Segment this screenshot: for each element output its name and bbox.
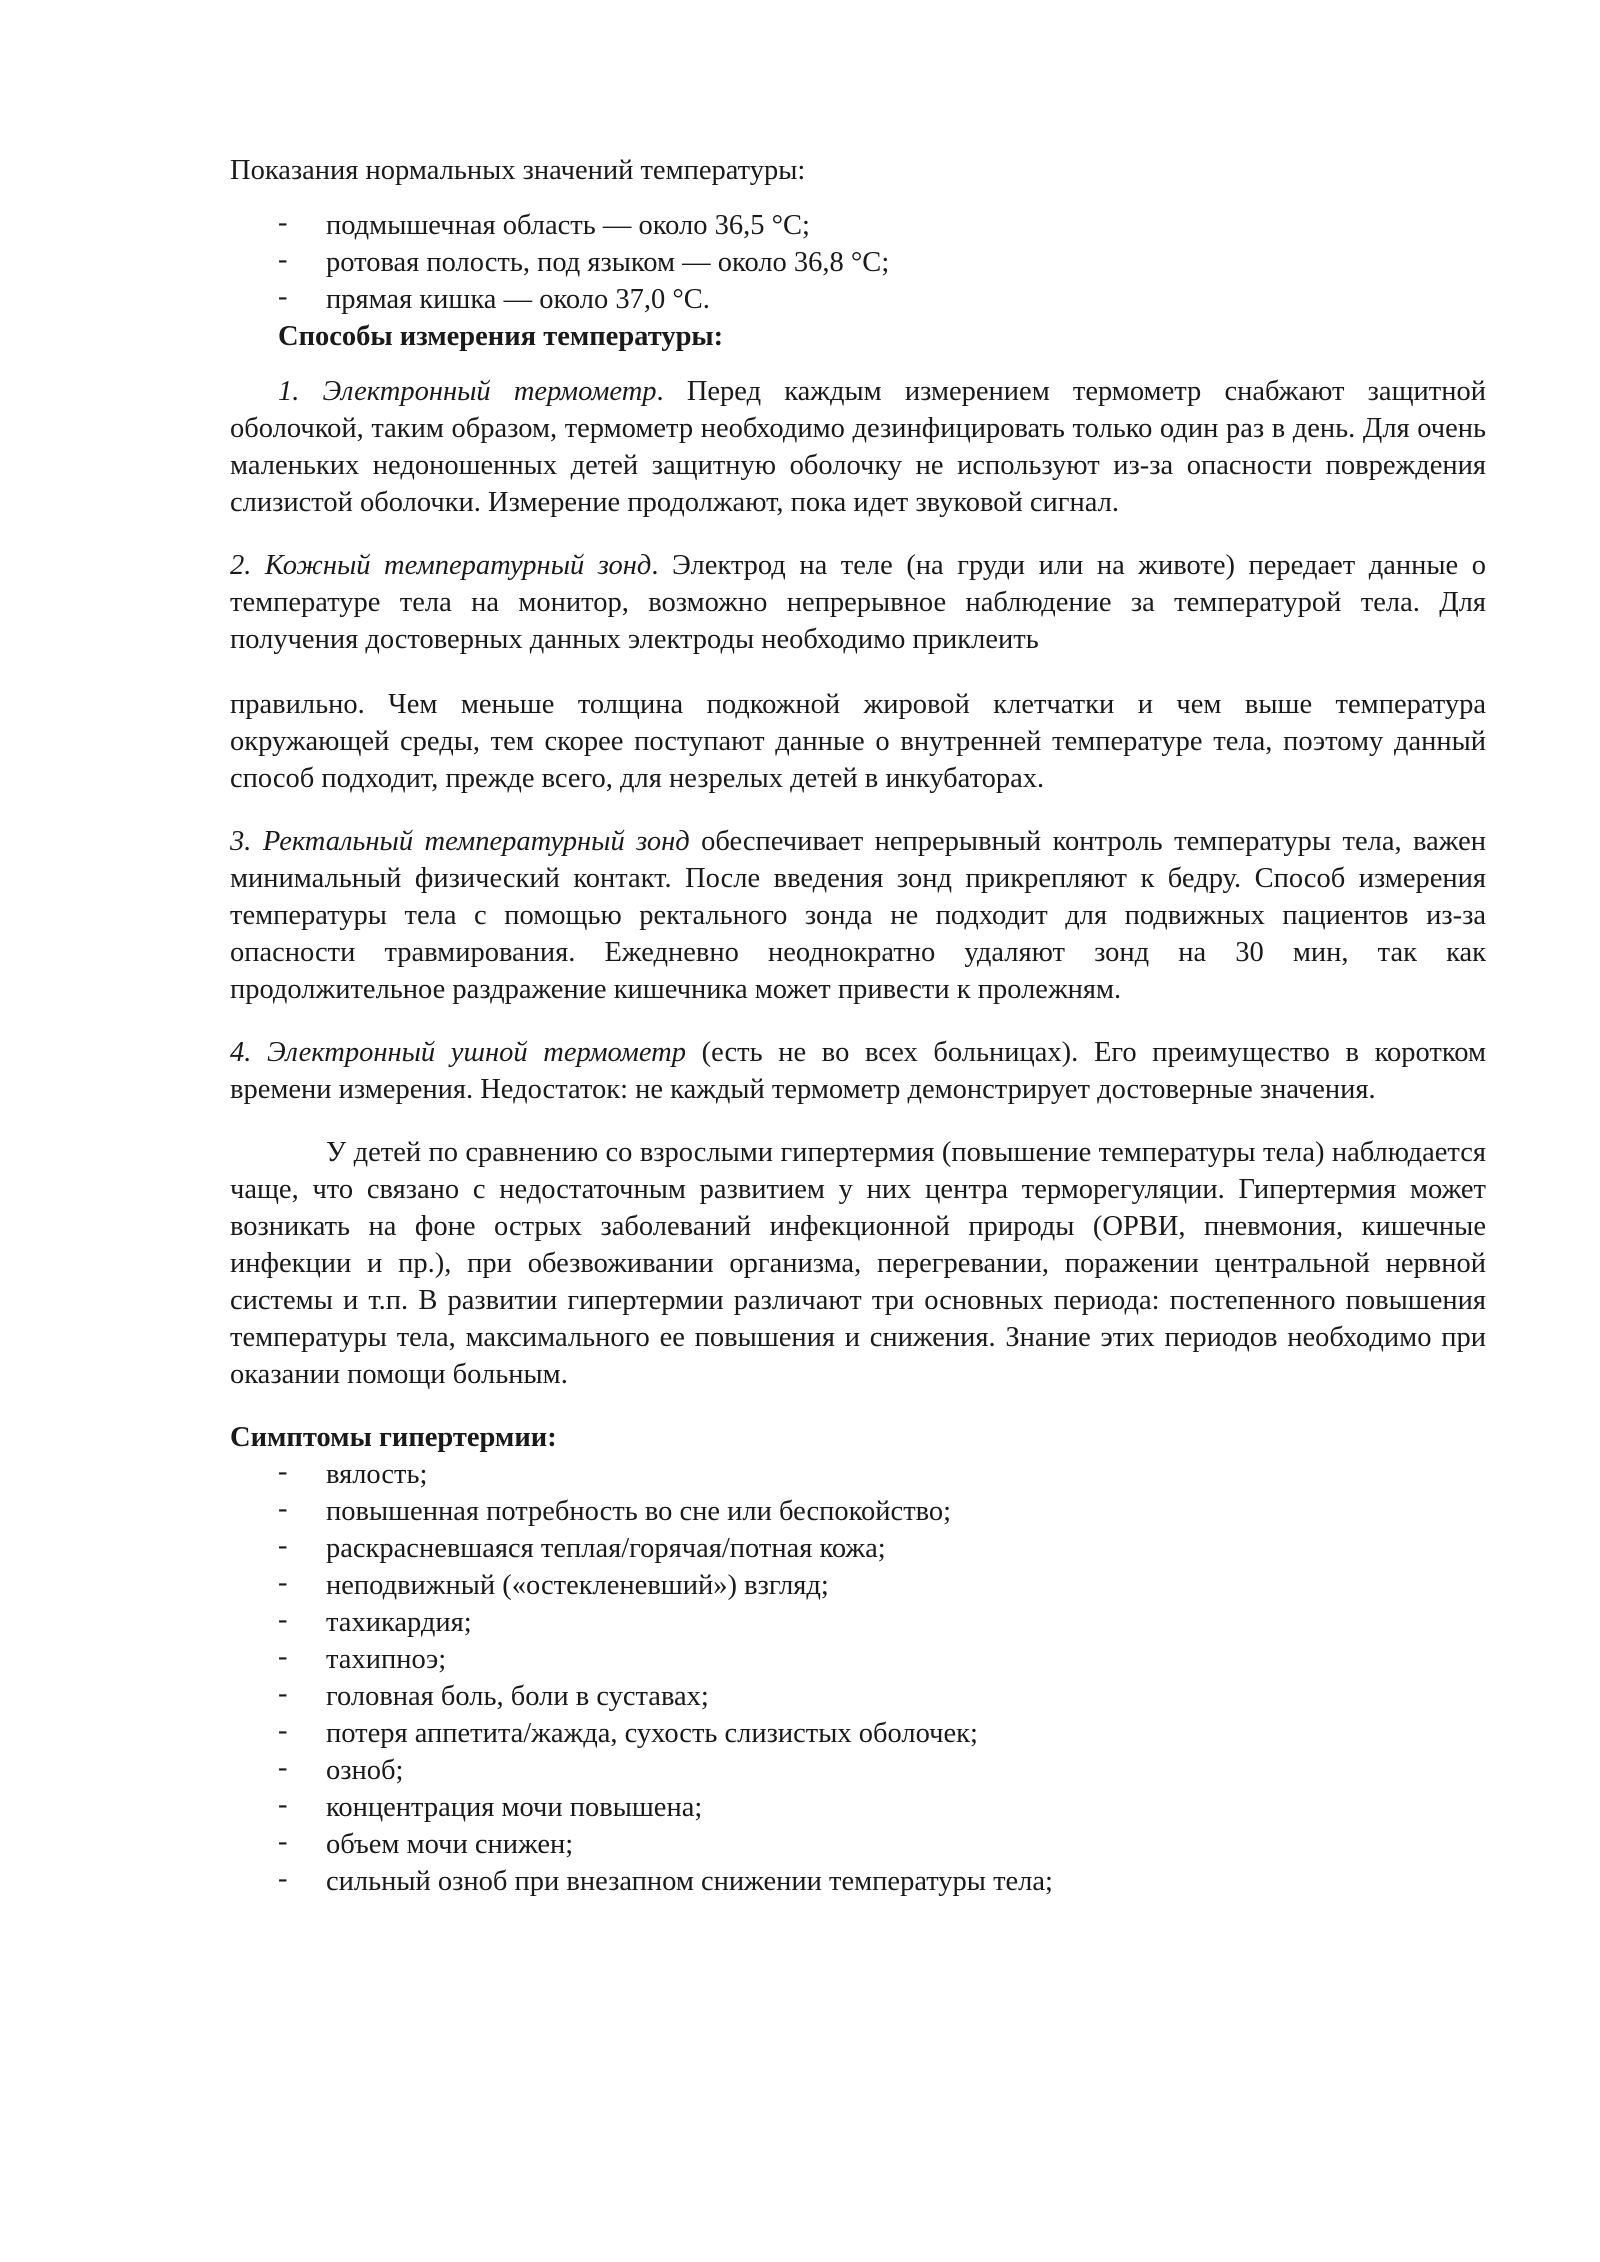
list-item: - ротовая полость, под языком — около 36,8 °С;	[230, 244, 1486, 281]
list-item: - тахипноэ;	[230, 1641, 1486, 1678]
method-title: 4. Электронный ушной термометр	[230, 1037, 686, 1068]
method-paragraph-3	[230, 823, 1486, 1008]
method-text: . Перед каждым измерением термометр снабжают защитной оболочкой, таким образом, термометр необходимо дезинфицировать только один раз в день. Для очень маленьких недоношенных детей защитную оболочку не используют из-за опасности повреждения слизистой оболочки. Измерение продолжают, пока идет звуковой сигнал.	[230, 376, 1486, 518]
list-item: - сильный озноб при внезапном снижении температуры тела;	[230, 1863, 1486, 1900]
list-item: - озноб;	[230, 1752, 1486, 1789]
method-paragraph-2-continuation: правильно. Чем меньше толщина подкожной жировой клетчатки и чем выше температура окружающей среды, тем скорее поступают данные о внутренней температуре тела, поэтому данный способ подходит, прежде всего, для незрелых детей в инкубаторах.	[230, 689, 1486, 794]
hyperthermia-paragraph: У детей по сравнению со взрослыми гипертермия (повышение температуры тела) наблюдается чаще, что связано с недостаточным развитием у них центра терморегуляции. Гипертермия может возникать на фоне острых заболеваний инфекционной природы (ОРВИ, пневмония, кишечные инфекции и пр.), при обезвоживании организма, перегревании, поражении центральной нервной системы и т.п. В развитии гипертермии различают три основных периода: постепенного повышения температуры тела, максимального ее повышения и снижения. Знание этих периодов необходимо при оказании помощи больным.	[230, 1137, 1486, 1390]
list-item: - повышенная потребность во сне или беспокойство;	[230, 1493, 1486, 1530]
list-item: - головная боль, боли в суставах;	[230, 1678, 1486, 1715]
method-text: обеспечивает непрерывный контроль температуры тела, важен минимальный физический контакт. После введения зонд прикрепляют к бедру. Способ измерения температуры тела с помощью ректального зонда не подходит для подвижных пациентов из-за опасности травмирования. Ежедневно неоднократно удаляют зонд на 30 мин, так как продолжительное раздражение кишечника может привести к пролежням.	[230, 826, 1486, 1005]
method-paragraph-2	[230, 547, 1486, 658]
method-text: (есть не во всех больницах). Его преимущество в коротком времени измерения. Недостаток: не каждый термометр демонстрирует достоверные значения.	[230, 1037, 1486, 1105]
method-paragraph-4	[230, 1034, 1486, 1108]
list-item: - прямая кишка — около 37,0 °С.	[230, 281, 1486, 318]
list-item: - тахикардия;	[230, 1604, 1486, 1641]
normal-values-list	[230, 207, 1486, 318]
methods-heading: Способы измерения температуры:	[278, 321, 724, 352]
list-item: - неподвижный («остекленевший») взгляд;	[230, 1567, 1486, 1604]
list-item: - объем мочи снижен;	[230, 1826, 1486, 1863]
intro-line: Показания нормальных значений температуры:	[230, 155, 806, 186]
list-item: - потеря аппетита/жажда, сухость слизистых оболочек;	[230, 1715, 1486, 1752]
document-body	[230, 152, 1486, 1900]
method-title: 3. Ректальный температурный зонд	[230, 826, 690, 857]
list-item: - подмышечная область — около 36,5 °С;	[230, 207, 1486, 244]
method-text: . Электрод на теле (на груди или на животе) передает данные о температуре тела на монитор, возможно непрерывное наблюдение за температурой тела. Для получения достоверных данных электроды необходимо приклеить	[230, 550, 1487, 655]
list-item: - концентрация мочи повышена;	[230, 1789, 1486, 1826]
method-title: 2. Кожный температурный зонд	[230, 550, 652, 581]
symptoms-heading: Симптомы гипертермии:	[230, 1422, 557, 1453]
symptoms-list	[230, 1456, 1486, 1900]
list-item: - раскрасневшаяся теплая/горячая/потная кожа;	[230, 1530, 1486, 1567]
method-title: 1. Электронный термометр	[278, 376, 657, 407]
list-item: - вялость;	[230, 1456, 1486, 1493]
method-paragraph-1	[230, 373, 1486, 521]
